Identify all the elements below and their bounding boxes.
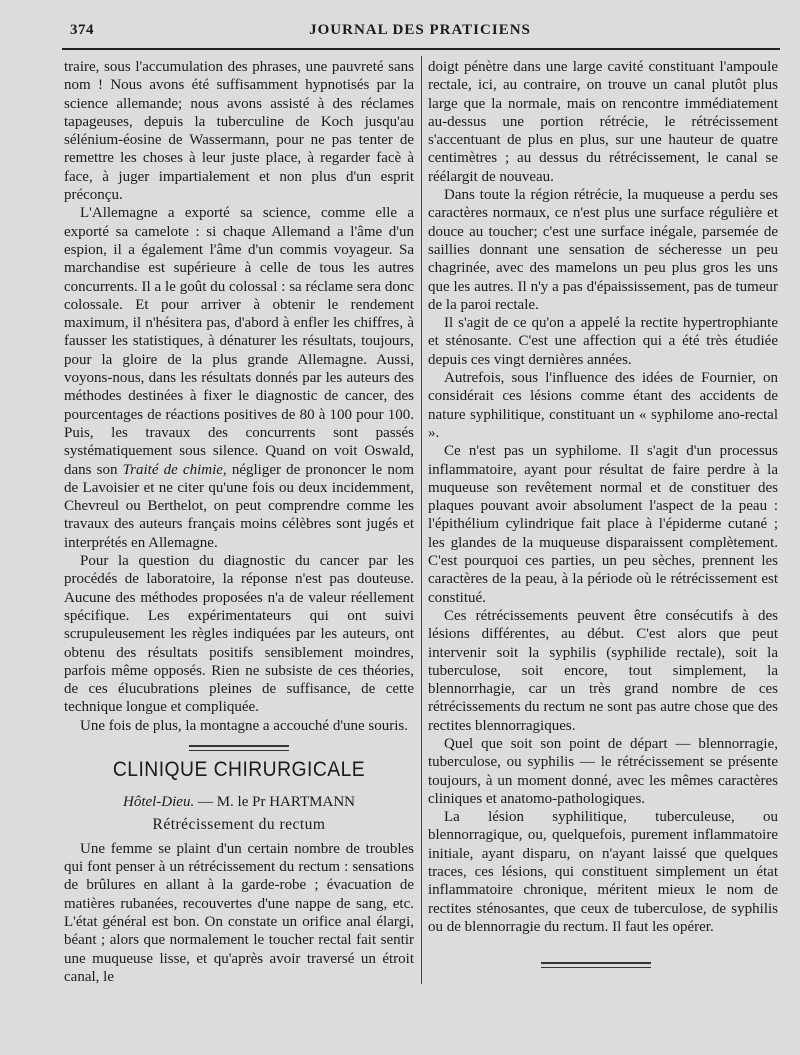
paragraph: Ce n'est pas un syphilome. Il s'agit d'un processus inflammatoire, ayant pour résultat de faire perdre à la muqueuse son revêtement normal et de constituer des plaques pouvant avoir absolument l'aspect de la peau : l'épithélium cylindrique fait place à l'épiderme cutané ; les glandes de la muqueuse disparaissent complètement. C'est pourquoi ces parties, un peu sèches, prennent les caractères de la peau, à la période où le rétrécissement est constitué. [428,443,778,606]
right-column [428,58,778,936]
column-divider [421,56,422,984]
page-number: 374 [70,22,94,38]
paragraph-text: L'Allemagne a exporté sa science, comme elle a exporté sa camelote : si chaque Allemand a l'âme d'un espion, il a également l'âme d'un commis voyageur. Sa marchandise est supérieure à celle de tous les autres concurrents. Il a le goût du colossal : sa réclame sera donc colossale. Et pour arriver à obtenir le rendement maximum, il n'hésitera pas, d'abord à enfler les chiffres, à fausser les statistiques, à dénaturer les résultats, toujours, pour la gloire de la plus grande Allemagne. Aussi, voyons-nous, dans les résultats donnés par les auteurs des méthodes destinées à fixer le diagnostic de cancer, des pourcentages de réactions positives de 80 à 100 pour 100. Puis, les travaux des concurrents sont passés systématiquement sous silence. Quand on voit Oswald, dans son [64,205,414,478]
paragraph: La lésion syphilitique, tuberculeuse, ou blennorragique, ou, quelquefois, purement inflammatoire initiale, ayant disparu, on n'ayant laissé que quelques traces, ces lésions, qui constituent simplement un état inflammatoire chronique, méritent mieux le nom de rectites sténosantes, que ceux de tuberculose, de syphilis ou de blennorragie du rectum. Il faut les opérer. [428,809,778,935]
venue-place: Hôtel-Dieu. [122,794,195,811]
paragraph: Dans toute la région rétrécie, la muqueuse a perdu ses caractères normaux, ce n'est plus une surface régulière et douce au toucher; c'est une surface inégale, parsemée de saillies donnant une sensation de sécheresse un peu chagrinée, avec des mamelons un peu plus gros les uns que les autres. Il n'y a pas d'épaississement, pas de tumeur de la paroi rectale. [428,187,778,313]
section-separator [189,745,289,751]
paragraph: Ces rétrécissements peuvent être consécutifs à des lésions différentes, au début. C'est alors que peut intervenir soit la syphilis (syphilide rectale), soit la tuberculose, soit encore, tout simplement, la blennorrhagie, car un très grand nombre de ces rétrécissements du rectum ne sont pas autre chose que des rectites blennorragiques. [428,607,778,734]
paragraph: Une fois de plus, la montagne a accouché d'une souris. [80,717,409,734]
journal-title: JOURNAL DES PRATICIENS [309,22,531,38]
paragraph: traire, sous l'accumulation des phrases, une pauvreté sans nom ! Nous avons été suffisamment hypnotisés par la science allemande; nous avons assisté à des réclames tapageuses, depuis la tuberculine de Koch jusqu'au sélénium-éosine de Wassermann, pour ne pas tenter de remettre les choses à leur juste place, à regarder facè à face, à juger impartialement et non plus d'un esprit préconçu. [64,59,414,204]
article-subtitle: Rétrécissement du rectum [152,815,326,833]
left-column [64,58,414,986]
end-separator [541,962,651,968]
paragraph: Autrefois, sous l'influence des idées de Fournier, on considérait ces lésions comme étant des accidents de nature syphilitique, constituant un « syphilome ano-rectal ». [428,370,778,441]
section-title: CLINIQUE CHIRURGICALE [112,757,366,781]
paragraph: Pour la question du diagnostic du cancer par les procédés de laboratoire, la réponse n'est pas douteuse. Aucune des méthodes proposées n'a de valeur réellement spécifique. Les expérimentateurs qui ont suivi scrupuleusement les règles indiquées par les auteurs, ont obtenu des résultats positifs sensiblement moindres, parfois même opposés. Rien ne subsiste de ces théories, de ces élucubrations pleines de suffisance, de cette technique longue et compliquée. [64,553,414,716]
paragraph: Une femme se plaint d'un certain nombre de troubles qui font penser à un rétrécissement du rectum : sensations de brûlures en allant à la garde-robe ; évacuation de matières rubanées, recouvertes d'une nappe de sang, etc. L'état général est bon. On constate un orifice anal élargi, béant ; alors que normalement le toucher rectal fait sentir une muqueuse lisse, et qu'après avoir traversé un étroit canal, le [64,840,414,985]
paragraph: Il s'agit de ce qu'on a appelé la rectite hypertrophiante et sténosante. C'est une affection qui a été très étudiée depuis ces vingt dernières années. [428,315,778,368]
paragraph: doigt pénètre dans une large cavité constituant l'ampoule rectale, ici, au contraire, on trouve un canal plutôt plus large que la normale, mais on rencontre immédiatement au-dessus une portion rétrécie, le rétrécissement s'accentuant de plus en plus, sur une hauteur de quatre centimètres ; au dessus du rétrécissement, le canal se réélargit de nouveau. [428,59,778,185]
page-header [62,22,778,46]
header-rule [62,48,780,50]
book-title: Traité de chimie, [122,461,227,478]
venue-author: — M. le Pr HARTMANN [197,794,355,811]
paragraph-text: négliger de prononcer le nom de Lavoisier et ne citer qu'une fois ou deux incidemment, Chevreul ou Berthelot, on peut comprendre comme les travaux des auteurs français moins célèbres sont jugés et interprétés en Allemagne. [64,461,415,551]
article-venue [64,793,414,811]
paragraph: Quel que soit son point de départ — blennorragie, tuberculose, ou syphilis — le rétrécissement se présente toujours, à un moment donné, avec les mêmes caractères cliniques et anatomo-pathologiques. [428,735,778,807]
paragraph [64,204,414,552]
